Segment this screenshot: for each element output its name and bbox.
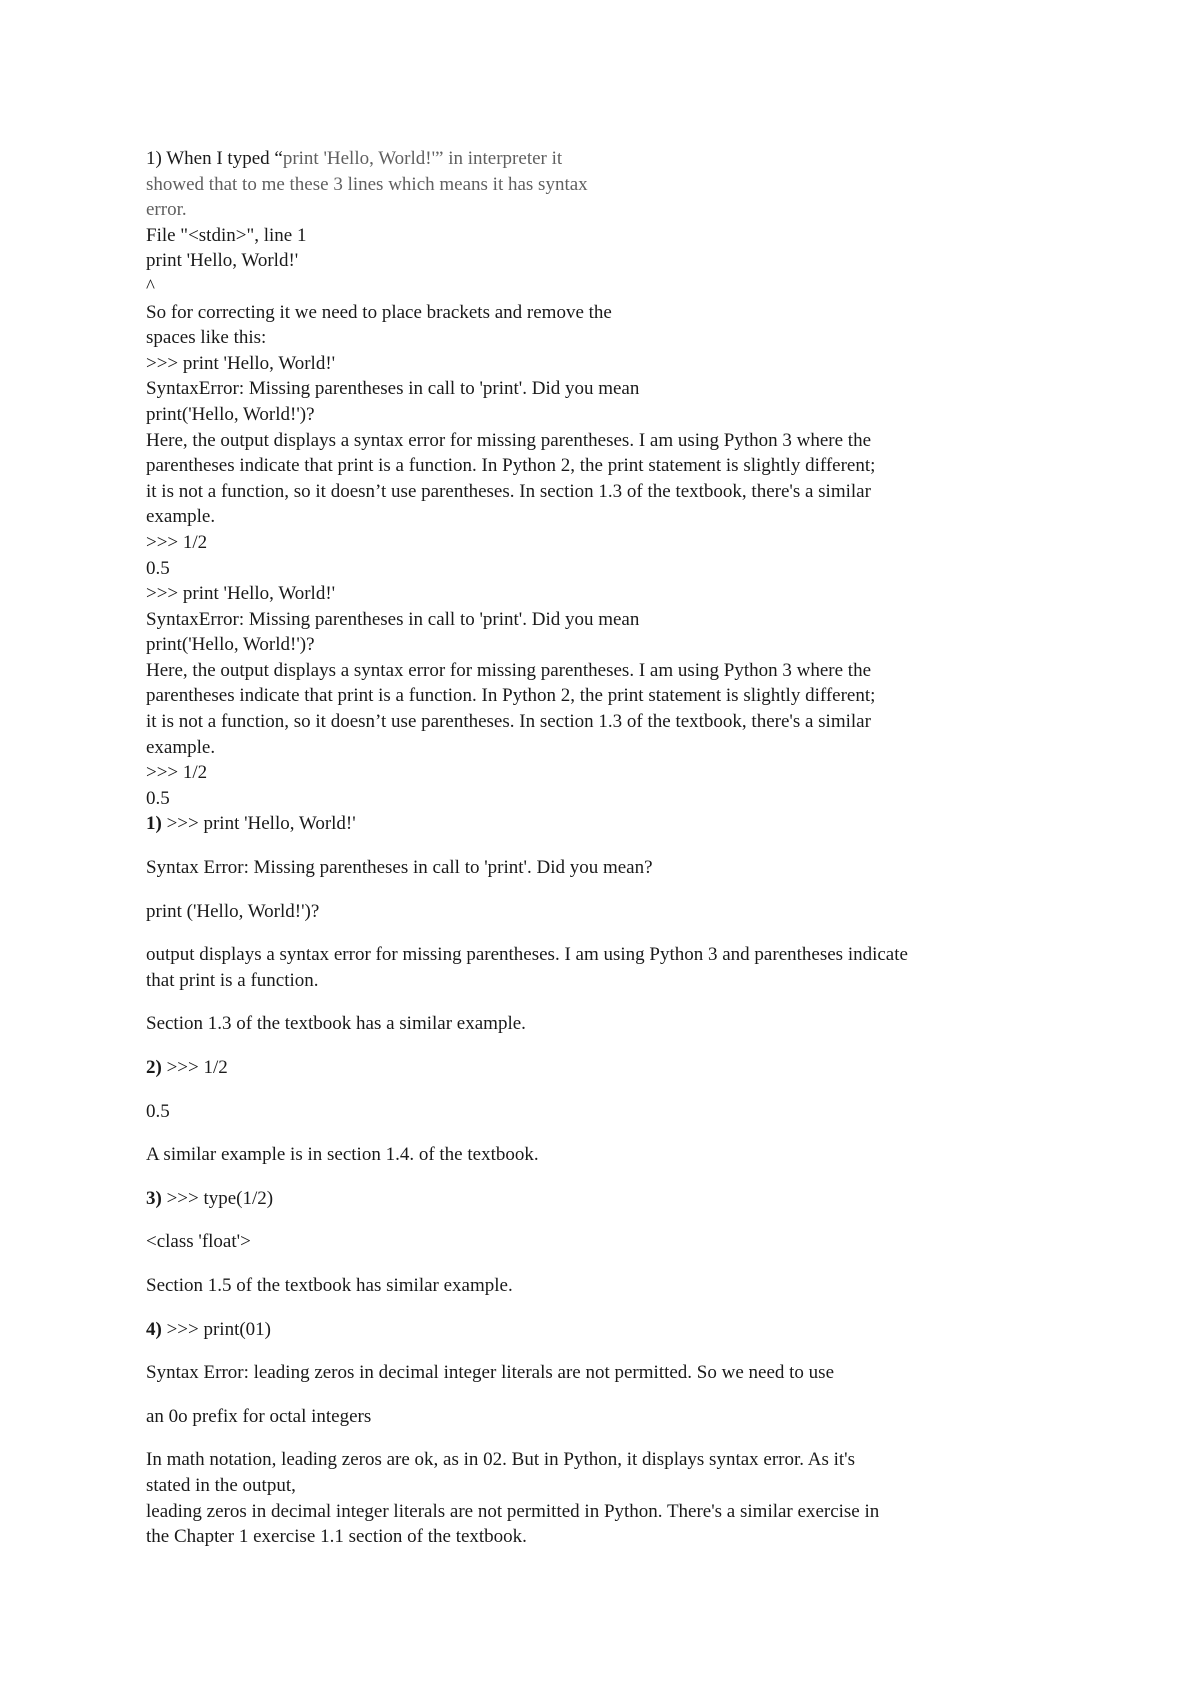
body-line: File "<stdin>", line 1 bbox=[146, 224, 307, 246]
final-paragraph bbox=[146, 1447, 1076, 1549]
body-line: ^ bbox=[146, 275, 155, 297]
answer-1-heading bbox=[146, 811, 1076, 837]
answer-paragraph: <class 'float'> bbox=[146, 1231, 251, 1253]
intro-line-1-quote: print 'Hello, World!'” in interpreter it bbox=[282, 148, 563, 169]
answer-paragraph: Section 1.5 of the textbook has similar example. bbox=[146, 1274, 513, 1296]
final-line: the Chapter 1 exercise 1.1 section of the textbook. bbox=[146, 1526, 527, 1548]
answer-text: >>> 1/2 bbox=[161, 1057, 228, 1078]
body-line: it is not a function, so it doesn’t use parentheses. In section 1.3 of the textbook, there's a similar bbox=[146, 480, 871, 502]
final-line: stated in the output, bbox=[146, 1474, 296, 1496]
body-line: 0.5 bbox=[146, 557, 170, 579]
final-line: leading zeros in decimal integer literals are not permitted in Python. There's a similar exercise in bbox=[146, 1500, 880, 1522]
body-line: example. bbox=[146, 506, 216, 528]
intro-line-2: showed that to me these 3 lines which means it has syntax bbox=[146, 173, 588, 195]
body-line: Here, the output displays a syntax error for missing parentheses. I am using Python 3 where the bbox=[146, 429, 872, 451]
body-line: print('Hello, World!')? bbox=[146, 634, 315, 656]
answer-number: 2) bbox=[146, 1057, 162, 1078]
answer-paragraph: output displays a syntax error for missing parentheses. I am using Python 3 and parentheses indicate that print is a function. bbox=[146, 944, 908, 991]
answer-number: 3) bbox=[146, 1187, 162, 1209]
answer-3-heading bbox=[146, 1186, 1076, 1212]
answer-4-heading bbox=[146, 1317, 1076, 1343]
body-line: >>> print 'Hello, World!' bbox=[146, 583, 336, 605]
body-line: >>> print 'Hello, World!' bbox=[146, 352, 336, 374]
answer-paragraph: Syntax Error: leading zeros in decimal integer literals are not permitted. So we need to use bbox=[146, 1362, 834, 1384]
answer-paragraph: 0.5 bbox=[146, 1100, 170, 1122]
body-line: Here, the output displays a syntax error for missing parentheses. I am using Python 3 where the bbox=[146, 659, 872, 681]
answer-paragraph: Section 1.3 of the textbook has a similar example. bbox=[146, 1013, 526, 1035]
body-line: print('Hello, World!')? bbox=[146, 403, 315, 425]
document-body bbox=[146, 146, 1076, 1550]
body-line: it is not a function, so it doesn’t use parentheses. In section 1.3 of the textbook, there's a similar bbox=[146, 711, 871, 733]
body-line: >>> 1/2 bbox=[146, 762, 208, 784]
body-line: parentheses indicate that print is a function. In Python 2, the print statement is slightly different; bbox=[146, 455, 876, 477]
body-line: example. bbox=[146, 736, 216, 758]
body-line: SyntaxError: Missing parentheses in call to 'print'. Did you mean bbox=[146, 378, 640, 400]
answer-number: 4) bbox=[146, 1318, 162, 1340]
intro-line-1-start: 1) When I typed “ bbox=[146, 148, 283, 169]
answer-number: 1) bbox=[146, 813, 162, 835]
body-line: spaces like this: bbox=[146, 327, 267, 349]
intro-line-1 bbox=[146, 146, 1076, 172]
answer-paragraph: an 0o prefix for octal integers bbox=[146, 1405, 372, 1427]
body-line: parentheses indicate that print is a function. In Python 2, the print statement is slightly different; bbox=[146, 685, 876, 707]
body-line: print 'Hello, World!' bbox=[146, 250, 299, 272]
body-line: 0.5 bbox=[146, 787, 170, 809]
body-line: SyntaxError: Missing parentheses in call to 'print'. Did you mean bbox=[146, 608, 640, 630]
answer-paragraph: print ('Hello, World!')? bbox=[146, 900, 320, 922]
answer-2-heading bbox=[146, 1055, 1076, 1081]
answer-text: >>> print 'Hello, World!' bbox=[161, 813, 356, 835]
answer-text: >>> print(01) bbox=[161, 1318, 272, 1340]
final-line: In math notation, leading zeros are ok, as in 02. But in Python, it displays syntax error. As it's bbox=[146, 1449, 855, 1471]
answer-text: >>> type(1/2) bbox=[161, 1187, 274, 1209]
answer-paragraph: Syntax Error: Missing parentheses in call to 'print'. Did you mean? bbox=[146, 857, 653, 879]
body-line: >>> 1/2 bbox=[146, 531, 208, 553]
answer-paragraph: A similar example is in section 1.4. of the textbook. bbox=[146, 1144, 539, 1166]
intro-line-3: error. bbox=[146, 199, 187, 221]
body-line: So for correcting it we need to place brackets and remove the bbox=[146, 301, 612, 323]
